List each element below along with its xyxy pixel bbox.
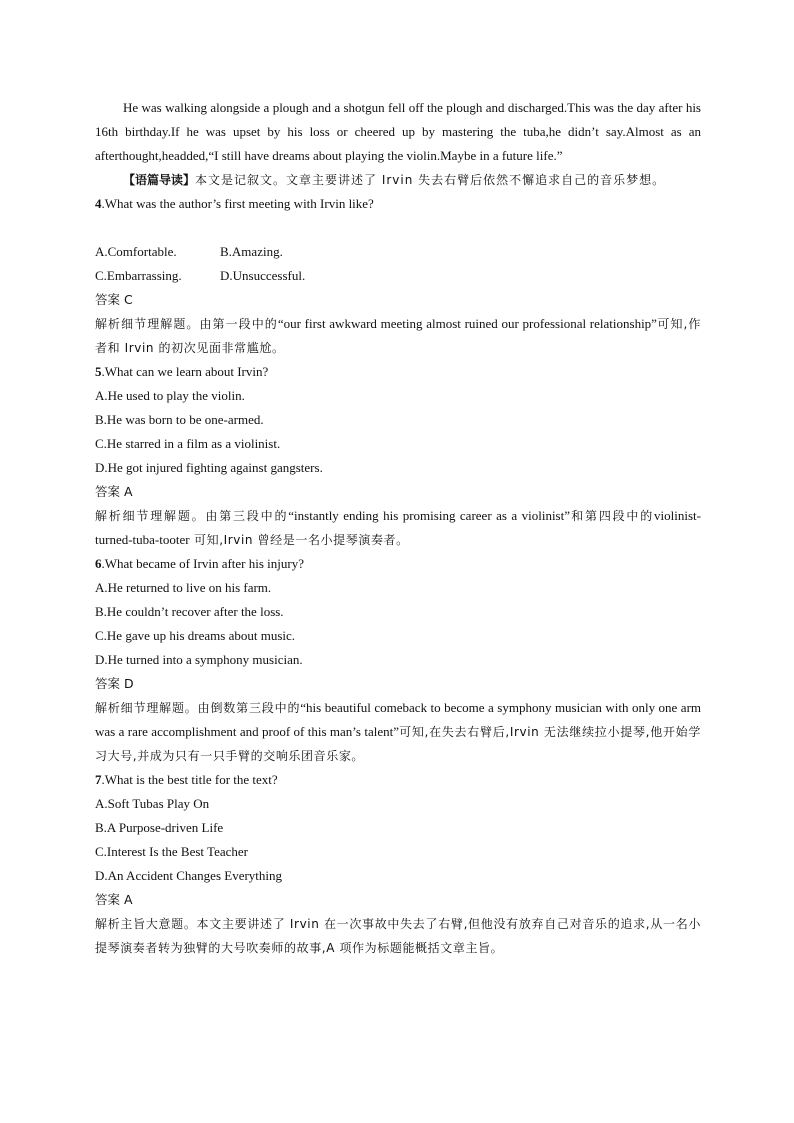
reading-guide [95,168,701,192]
question-stem: 5.What can we learn about Irvin? [95,364,269,379]
reading-guide-tag: 【语篇导读】 [123,173,196,187]
option-c: C.Embarrassing. [95,268,182,283]
option-a: A.He returned to live on his farm. [95,580,272,595]
spacer [95,216,701,240]
analysis-text: 解析细节理解题。由倒数第三段中的“his beautiful comeback to become a symphony musician with only one arm was a rare accomplishment and proof of this man’s talent”可知,在失去右臂后,Irvin 无法继续拉小提琴,他开始学习大号,并成为只有一只手臂的交响乐团音乐家。 [95,700,702,763]
question-4 [95,192,701,360]
option-d: D.An Accident Changes Everything [95,868,283,883]
analysis-text: 解析主旨大意题。本文主要讲述了 Irvin 在一次事故中失去了右臂,但他没有放弃自己对音乐的追求,从一名小提琴演奏者转为独臂的大号吹奏师的故事,A 项作为标题能概括文章主旨。 [95,917,701,955]
option-row [95,264,701,288]
analysis-text: 解析细节理解题。由第三段中的“instantly ending his promising career as a violinist”和第四段中的violinist-turned-tuba-tooter 可知,Irvin 曾经是一名小提琴演奏者。 [95,508,701,547]
option-c: C.He gave up his dreams about music. [95,628,296,643]
question-stem: 6.What became of Irvin after his injury? [95,556,304,571]
answer-line: 答案 A [95,484,133,499]
question-5 [95,360,701,552]
option-b: B.Amazing. [220,244,283,259]
passage-paragraph: He was walking alongside a plough and a shotgun fell off the plough and discharged.This was the day after his 16th birthday.If he was upset by his loss or cheered up by mastering the tuba,he didn’t say.Almost as an afterthought,headded,“I still have dreams about playing the violin.Maybe in a future life.” [95,100,701,163]
option-b: B.He was born to be one-armed. [95,412,264,427]
answer-line: 答案 D [95,676,134,691]
option-b: B.A Purpose-driven Life [95,820,224,835]
option-a: A.Comfortable. [95,244,177,259]
answer-line: 答案 C [95,292,133,307]
option-b: B.He couldn’t recover after the loss. [95,604,284,619]
option-a: A.He used to play the violin. [95,388,245,403]
option-row [95,240,701,264]
option-d: D.Unsuccessful. [220,268,306,283]
answer-line: 答案 A [95,892,133,907]
option-d: D.He turned into a symphony musician. [95,652,303,667]
question-7 [95,768,701,960]
question-6 [95,552,701,768]
analysis-text: 解析细节理解题。由第一段中的“our first awkward meeting almost ruined our professional relationship”可知,作者和 Irvin 的初次见面非常尴尬。 [95,316,702,355]
document-page [95,96,701,960]
reading-guide-text: 本文是记叙文。文章主要讲述了 Irvin 失去右臂后依然不懈追求自己的音乐梦想。 [195,173,666,187]
question-stem: 4.What was the author’s first meeting with Irvin like? [95,196,374,211]
option-d: D.He got injured fighting against gangsters. [95,460,323,475]
option-c: C.Interest Is the Best Teacher [95,844,248,859]
option-c: C.He starred in a film as a violinist. [95,436,281,451]
question-stem: 7.What is the best title for the text? [95,772,278,787]
option-a: A.Soft Tubas Play On [95,796,210,811]
